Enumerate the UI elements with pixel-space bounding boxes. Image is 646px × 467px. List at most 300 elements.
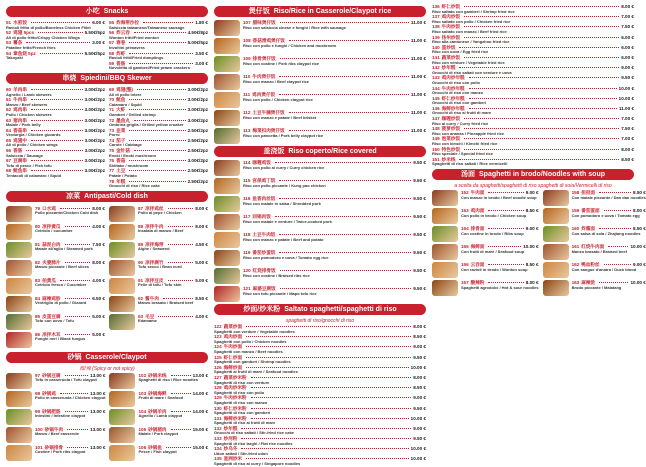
dot-leader [65, 298, 91, 299]
menu-item-text [138, 296, 208, 306]
item-number: 144 [432, 85, 440, 91]
dot-leader [31, 109, 83, 110]
item-description: Riso con pollo / Chicken claypot rice [243, 96, 313, 102]
item-description: Insalata di manzo / Beef [138, 228, 184, 234]
dot-leader [65, 334, 91, 335]
dish-photo [214, 178, 240, 194]
dot-leader [469, 98, 617, 99]
menu-item [214, 426, 426, 436]
menu-item [6, 107, 105, 117]
item-price: 9.50 € [413, 354, 426, 360]
item-number: 158 [571, 190, 580, 195]
dish-photo [6, 260, 32, 276]
item-chinese-name: 鸡肉煲仔饭 [252, 92, 276, 97]
item-description: Riso con pancetta / Pork belly claypot rice [243, 132, 324, 138]
item-price: 10.00 € [630, 244, 646, 249]
menu-item-text [138, 427, 208, 437]
dot-leader [599, 282, 628, 283]
menu-item [432, 190, 539, 206]
item-price: 10.00 € [410, 446, 426, 452]
menu-item [432, 280, 539, 296]
menu-item-text [35, 242, 105, 252]
item-number: 86 [35, 331, 41, 337]
menu-item-text [461, 262, 539, 272]
soup-noodles-left [432, 189, 539, 298]
dish-photo [214, 92, 240, 108]
item-number: 122 [214, 324, 222, 329]
dot-leader [31, 140, 83, 141]
item-number: 160 [571, 226, 580, 231]
item-chinese-name: 回锅肉饭 [252, 214, 271, 219]
item-price: 9.00 € [633, 262, 646, 267]
dot-leader [129, 42, 185, 43]
item-description: Pollo piccante/Chicken Cold dish [35, 210, 99, 216]
item-number: 151 [432, 156, 440, 162]
dot-leader [67, 447, 88, 448]
menu-item [6, 40, 105, 50]
item-chinese-name: 海鲜炒年糕 [441, 105, 465, 111]
item-price: 5.00 € [195, 277, 208, 283]
dot-leader [65, 316, 91, 317]
item-description: Verdurgia / Chicken gizzards [6, 132, 61, 138]
dot-leader [168, 280, 194, 281]
item-price: 4.00 € [92, 277, 105, 283]
dot-leader [31, 89, 83, 90]
dish-photo [214, 128, 240, 144]
menu-item [109, 158, 208, 168]
item-number: 159 [571, 208, 580, 213]
dot-leader [251, 418, 409, 419]
item-description: Edamame [138, 318, 157, 324]
item-description: Maiale / Pork claypot [138, 431, 179, 437]
menu-item [432, 106, 634, 116]
item-number: 119 [243, 250, 251, 255]
menu-item [6, 148, 105, 158]
item-price: 14.00 € [192, 408, 208, 414]
dot-leader [280, 288, 412, 289]
menu-item [109, 314, 208, 330]
dish-photo [214, 20, 240, 36]
item-chinese-name: 鸡翅(整) [116, 86, 133, 92]
item-price: 5.50€/5pz [84, 30, 105, 36]
menu-item [214, 286, 426, 302]
item-price: 9.50 € [413, 268, 426, 273]
dot-leader [31, 99, 83, 100]
menu-item [432, 35, 634, 45]
dish-photo [109, 278, 135, 294]
dot-leader [65, 244, 91, 245]
casserole-banner [6, 352, 208, 363]
item-chinese-name: 炸虾 [116, 50, 126, 56]
menu-column-left [6, 4, 208, 455]
item-description: Spaghetti con verdure / Vegetable noodles [214, 328, 295, 334]
item-chinese-name: 鸡肉串 [13, 107, 27, 113]
menu-item [214, 395, 426, 405]
skewers-left [6, 87, 105, 189]
menu-item [109, 391, 208, 407]
dot-leader [168, 244, 194, 245]
dot-leader [137, 89, 186, 90]
dot-leader [129, 109, 185, 110]
menu-item [109, 148, 208, 158]
dot-leader [241, 438, 411, 439]
menu-item-text [243, 20, 426, 30]
item-number: 53 [6, 40, 12, 46]
soup-noodles-right [543, 189, 646, 298]
item-price: 3.00 € [92, 40, 105, 46]
item-price: 11.00 € [410, 56, 426, 61]
item-price: 8.00 € [92, 205, 105, 211]
item-number: 56 [109, 30, 115, 36]
dot-leader [246, 346, 411, 347]
item-number: 68 [6, 168, 12, 174]
menu-item-text [243, 160, 426, 170]
dot-leader [65, 411, 89, 412]
dot-leader [469, 108, 617, 109]
item-chinese-name: 海鲜炒米粉 [223, 415, 247, 421]
item-chinese-name: 羊肉串 [13, 86, 27, 92]
banner-zh: 砂锅 [67, 353, 82, 361]
menu-item-text [35, 314, 105, 324]
item-price: 5.00 € [92, 313, 105, 319]
item-price: 9.00 € [621, 65, 634, 71]
item-chinese-name: 担担面 [581, 190, 596, 195]
menu-item [543, 208, 646, 224]
menu-item [6, 138, 105, 148]
item-price: 8.00 € [525, 280, 539, 285]
item-number: 123 [214, 334, 222, 340]
dot-leader [604, 264, 631, 265]
item-number: 120 [243, 268, 251, 273]
item-price: 13.00 € [90, 390, 106, 396]
item-price: 6.00 € [92, 20, 105, 25]
menu-item-text [35, 391, 105, 401]
item-chinese-name: 香肠 [13, 148, 23, 154]
item-number: 161 [571, 244, 580, 249]
dish-photo [214, 250, 240, 266]
dot-leader [280, 22, 409, 23]
menu-item [432, 75, 634, 85]
item-price: 3.00€/2pz [84, 148, 105, 154]
item-description: Riso saltato con pollo / Chicken fried rice [432, 18, 511, 24]
menu-item [109, 445, 208, 461]
item-description: Riso con pomodoro e uova / Tomato egg rice [243, 254, 329, 260]
banner-zh: 炒面/炒米粉 [243, 306, 281, 313]
banner-zh: 煲仔饭 [248, 8, 270, 15]
item-chinese-name: 香菇 [116, 158, 126, 164]
item-description: Riso con costine / Pork ribs claypot rice [243, 60, 320, 66]
dot-leader [488, 264, 523, 265]
dot-leader [129, 170, 185, 171]
menu-item [214, 74, 426, 90]
item-number: 84 [35, 295, 41, 301]
item-price: 13.00 € [90, 444, 106, 450]
item-description: Ali di pollo fritto/Crispy Chicken Wings [6, 34, 80, 40]
dot-leader [31, 130, 83, 131]
dot-leader [171, 429, 191, 430]
item-number: 101 [35, 444, 43, 450]
item-price: 9.50 € [413, 405, 426, 411]
item-description: Manzo / Beef casserole [35, 431, 80, 437]
menu-column-middle [214, 4, 426, 467]
item-price: 9.50 € [413, 160, 426, 165]
item-chinese-name: 凉拌木耳 [42, 331, 61, 337]
banner-title: Casserole/Claypot [85, 353, 147, 361]
skewers-grid [6, 87, 208, 189]
menu-item-text [243, 110, 426, 120]
item-price: 3.00€/2pz [84, 86, 105, 92]
item-description: Riso con costine / Braised ribs rice [243, 272, 310, 278]
item-number: 150 [432, 146, 440, 152]
item-chinese-name: 炒年糕 [223, 425, 238, 431]
dot-leader [488, 192, 523, 193]
item-price: 9.50 € [413, 196, 426, 201]
dish-photo [109, 224, 135, 240]
item-chinese-name: 咖喱鸡饭 [252, 160, 271, 165]
item-price: 9.50 € [621, 75, 634, 81]
cold-grid [6, 205, 208, 350]
menu-item [6, 242, 105, 258]
item-chinese-name: 年糕 [116, 178, 126, 184]
dish-photo [109, 314, 135, 330]
item-number: 157 [461, 280, 469, 285]
item-number: 61 [6, 97, 12, 103]
banner-zh: 串烧 [62, 74, 77, 82]
menu-item [214, 214, 426, 230]
menu-item-text [243, 56, 426, 66]
item-number: 64 [6, 127, 12, 133]
item-price: 10.00 € [618, 95, 634, 101]
dot-leader [129, 140, 185, 141]
dot-leader [65, 375, 89, 376]
item-chinese-name: 牛肉炒面 [223, 344, 243, 350]
item-description: Con salsa di soia / Zhajiang noodles [571, 230, 641, 236]
menu-item-text [243, 128, 426, 138]
dot-leader [60, 393, 88, 394]
dish-photo [543, 190, 569, 206]
menu-item-text [138, 278, 208, 288]
item-price: 13.00 € [192, 372, 208, 378]
menu-item [6, 97, 105, 107]
item-price: 5.00€/5pz [187, 40, 208, 46]
banner-title: Riso/Rice in Casserole/Claypot rice [273, 8, 392, 15]
item-price: 11.00 € [410, 92, 426, 97]
item-description: Gnocchi di riso saltati con verdure e uova [432, 69, 512, 75]
menu-item [109, 51, 208, 61]
menu-item [432, 45, 634, 55]
item-chinese-name: 蒜泥白肉 [42, 241, 61, 247]
item-price: 13.00 € [90, 426, 106, 432]
item-description: Con costine in brodo / Ribs soup [461, 230, 524, 236]
item-price: 8.00 € [621, 4, 634, 9]
claypot-rice-list [214, 20, 426, 144]
dish-photo [109, 445, 135, 461]
dot-leader [129, 99, 185, 100]
dot-leader [246, 458, 409, 459]
menu-item [109, 128, 208, 138]
dot-leader [129, 53, 193, 54]
dot-leader [143, 22, 193, 23]
item-number: 93 [138, 313, 144, 319]
item-number: 90 [138, 259, 144, 265]
menu-item-text [35, 296, 105, 306]
item-price: 2.50€/2pz [187, 168, 208, 174]
cold-right [109, 205, 208, 350]
item-description: Gnocchi di riso con gamberi [432, 100, 487, 106]
item-number: 109 [243, 56, 251, 61]
dot-leader [241, 448, 408, 449]
menu-item [6, 224, 105, 240]
dot-leader [280, 58, 409, 59]
item-description: Gnocchi di riso ai frutti di mare [432, 110, 492, 116]
dish-photo [214, 286, 240, 302]
menu-item-text [243, 232, 426, 242]
item-chinese-name: 凉拌牛肉 [145, 223, 164, 229]
item-number: 143 [432, 75, 440, 81]
item-number: 85 [35, 313, 41, 319]
item-chinese-name: 鸡肉炒饭 [441, 14, 461, 20]
item-number: 69 [109, 86, 115, 92]
item-number: 63 [6, 117, 12, 123]
dot-leader [464, 128, 619, 129]
dish-photo [214, 38, 240, 54]
claypot-rice-section [214, 6, 426, 144]
item-price: 3.00€/2pz [84, 107, 105, 113]
item-chinese-name: 拍黄瓜 [42, 277, 56, 283]
item-price: 8.50 € [525, 262, 539, 267]
dot-leader [280, 270, 412, 271]
item-chinese-name: 鸭血粉丝 [581, 262, 600, 267]
menu-item-text [243, 250, 426, 260]
item-number: 128 [214, 385, 222, 391]
item-description: Cetriolo / cucumber [35, 228, 73, 234]
item-price: 8.50 € [633, 226, 646, 231]
item-chinese-name: 排骨煲仔饭 [252, 56, 276, 61]
menu-item [6, 87, 105, 97]
item-description: Costine / Pork ribs claypot [35, 449, 86, 455]
item-chinese-name: 口水鸡 [42, 205, 56, 211]
item-number: 136 [432, 4, 440, 9]
item-description: Riso con pollo piccante / Kung pao chicken [243, 182, 326, 188]
item-description: Con ravioli in brodo / Wonton soup [461, 266, 528, 272]
item-description: Con frutti di mare / Seafood soup [461, 248, 525, 254]
item-chinese-name: 砂锅鱼 [148, 444, 162, 450]
item-price: 3.00€/2pz [84, 168, 105, 174]
noodles-section [214, 304, 426, 467]
casserole-section [6, 352, 208, 463]
item-chinese-name: 鱿鱼 [116, 97, 126, 103]
item-description: Riso con manzo e patate / Beef brisket [243, 114, 317, 120]
dot-leader [279, 180, 411, 181]
item-number: 52 [6, 30, 12, 36]
menu-item [6, 373, 105, 389]
menu-item [432, 96, 634, 106]
item-description: Manzo brasato / Braised beef [138, 300, 194, 306]
menu-item [214, 128, 426, 144]
item-price: 2.50€/2pz [187, 137, 208, 143]
item-price: 3.00€/2pz [187, 107, 208, 113]
dot-leader [279, 234, 411, 235]
menu-item-text [138, 224, 208, 234]
banner-title: Spaghetti in brodo/Noodles with soup [479, 171, 605, 178]
item-chinese-name: 香菇串 [13, 127, 27, 133]
item-chinese-name: 海鲜炒面 [223, 364, 243, 370]
item-number: 102 [138, 372, 147, 378]
item-description: Riso speciale / Special fried rice [432, 151, 493, 157]
item-description: Manzo piccante / Beef slices [35, 264, 90, 270]
dot-leader [464, 57, 619, 58]
menu-item [109, 118, 208, 128]
item-chinese-name: 麻婆豆腐饭 [252, 286, 276, 291]
item-number: 134 [214, 446, 222, 452]
menu-item [6, 168, 105, 178]
item-number: 80 [35, 223, 41, 229]
item-number: 146 [432, 105, 440, 111]
item-number: 98 [35, 390, 41, 396]
dot-leader [488, 228, 523, 229]
item-price: 2.50€/2pz [187, 127, 208, 133]
dish-photo [6, 278, 32, 294]
dot-leader [171, 375, 191, 376]
item-number: 129 [214, 395, 222, 401]
dot-leader [38, 32, 83, 33]
item-chinese-name: 砂锅海鲜 [148, 390, 167, 396]
item-number: 77 [109, 168, 115, 174]
soup-noodles-grid [432, 189, 646, 298]
dish-photo [432, 190, 458, 206]
item-price: 2.50€/2pz [187, 148, 208, 154]
menu-item-text [243, 196, 426, 206]
item-description: Gnocchi di riso con manzo [432, 90, 484, 96]
menu-item [214, 375, 426, 385]
menu-item [109, 296, 208, 312]
item-number: 153 [461, 208, 469, 213]
menu-item [109, 20, 208, 30]
dot-leader [604, 210, 631, 211]
noodles-banner [214, 304, 426, 315]
menu-item [109, 168, 208, 178]
item-description: Riso con ananas / Pineapple fried rice [432, 130, 505, 136]
item-price: 3.50 € [195, 50, 208, 56]
item-chinese-name: 砂锅肥肠 [42, 408, 61, 414]
item-price: 8.00 € [195, 205, 208, 211]
item-description: Spaghetti con manzo / Beef noodles [214, 348, 283, 354]
item-description: Pollo in casseruola / Chicken claypot [35, 395, 106, 401]
menu-item-text [138, 242, 208, 252]
item-chinese-name: 红烧排骨饭 [252, 268, 276, 273]
item-chinese-name: 砂锅羊肉 [148, 408, 167, 414]
item-number: 105 [138, 426, 147, 432]
menu-item [109, 427, 208, 443]
dot-leader [40, 53, 83, 54]
item-description: Spaghetti di riso saltati / Rice vermicelli [432, 161, 508, 167]
item-chinese-name: 炸酱面 [581, 226, 596, 231]
item-description: Pelle di tofu / Tofu skin [138, 282, 182, 288]
item-chinese-name: 砂锅牛肉 [44, 426, 64, 432]
item-number: 54 [6, 50, 12, 56]
dot-leader [459, 67, 619, 68]
menu-item [214, 406, 426, 416]
item-price: 5.50€/5pz [84, 50, 105, 56]
menu-item [109, 107, 208, 117]
menu-item [214, 250, 426, 266]
dot-leader [134, 120, 186, 121]
menu-item-text [138, 391, 208, 401]
item-number: 88 [138, 223, 144, 229]
menu-item [214, 324, 426, 334]
item-number: 114 [243, 160, 251, 165]
skewers-right [109, 87, 208, 189]
